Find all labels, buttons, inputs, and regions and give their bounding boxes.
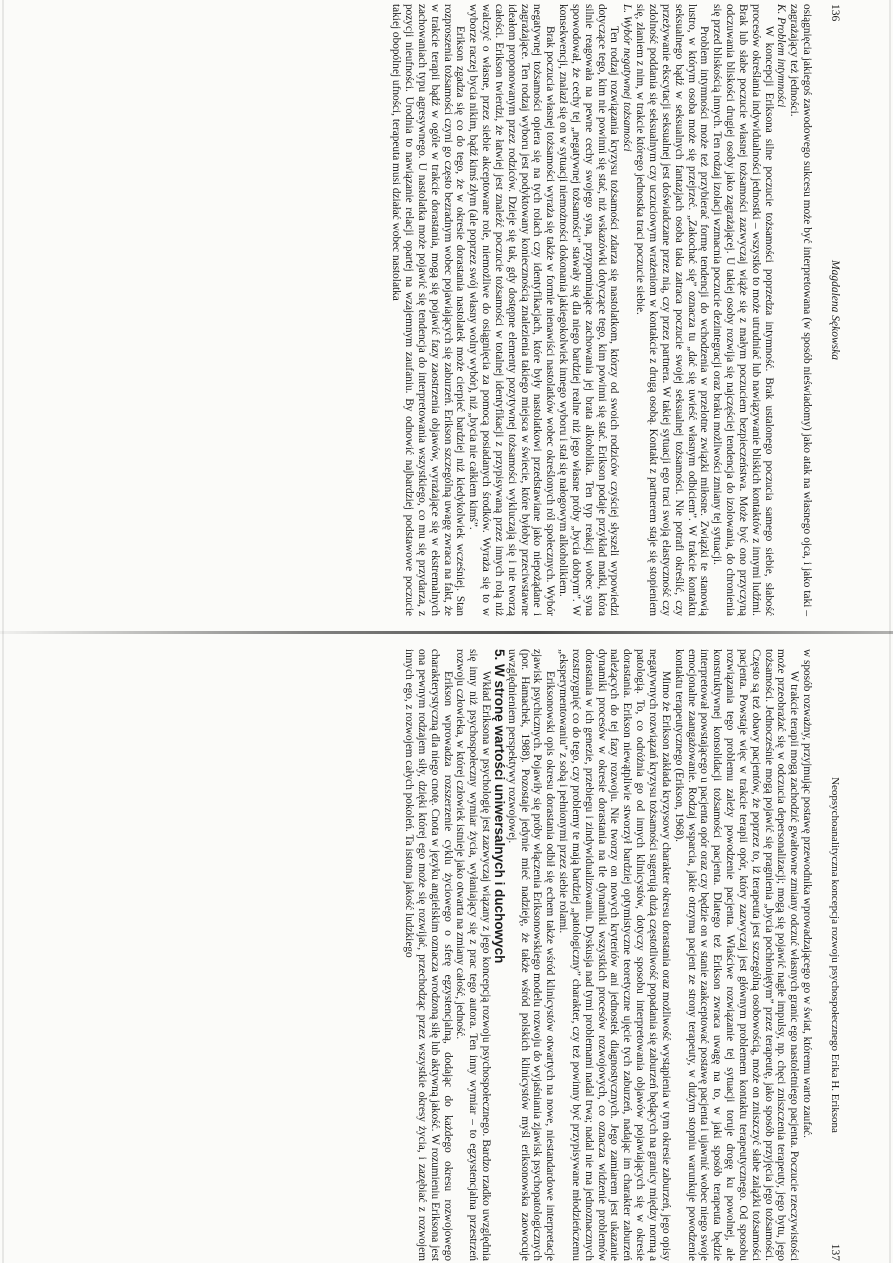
page-137 — [51, 649, 841, 1261]
paragraph: Eriksonowski opis okresu dorastania odbił się echem także wśród klinicystów otwartych na nowe, niestandardowe interpretacje zjawisk psychicznych. Pojawiły się próby włączenia Eriksonowskiego modelu rozwoju do wyjaśniania zjawisk psychopatologicznych (por. Hamachek, 1988). Pozostaje jedynie mieć nadzieję, że także wśród polskich klinicystów myśl eriksonowska zaowocuje uwzględnieniem perspektywy rozwojowej. — [505, 649, 557, 1261]
paragraph: w sposób rozważny, przyjmując postawę przewodnika wprowadzającego go w świat, któremu warto zaufać. — [801, 649, 814, 1138]
paragraph: W trakcie terapii mogą zachodzić gwałtowne zmiany odczuć własnych granic ego nastoletniego pacjenta. Poczucie rzeczywistości może przeobrażać się w odczucia depersonalizacji; mogą się pojawić nagłe impulsy, np. chęci zniszczenia terapeuty, jego bytu, jego tożsamości. Jednocześnie mogą pojawić się pragnienia „bycia pochłoniętym” przez terapeutę, jako sposób przyjęcia jego tożsamości. Często są też obawy pacjentów, że poprzez to, iż terapeuta jest szczególną osobowością, może on zniszczyć słabe zalążki tożsamości pacjenta. Powstaje więc w trakcie terapii opór, który zazwyczaj jest głównym problemem kontaktu terapeutycznego. Od sposobu rozwiązania tego problemu zależy powodzenie pacjenta. Właściwe rozwiązanie tej sytuacji toruje drogę ku powolnej, ale konstruktywnej konsolidacji tożsamości pacjenta. Dlatego też Erikson zwraca uwagę na to, w jaki sposób terapeuta będzie interpretował powstającego u pacjenta opór oraz czy będzie on w stanie zaakceptować postawę pacjenta i ujawnić wobec niego swoje emocjonalne zaangażowanie. Rodzaj wsparcia, jakie otrzyma pacjent ze strony terapeuty, w dużym stopniu warunkuje powodzenie kontaktu terapeutycznego (Erikson, 1968). — [672, 649, 801, 1261]
paragraph: Ten rodzaj rozwiązania kryzysu tożsamości zdarza się nastolatkom, którzy od swoich rodziców czyściej słyszeli wypowiedzi dotyczące tego, kim nie powinni się stać, niż wskazówki dotyczące tego, kim powinni się stać. Erikson podaje przykład matki, która silnie reagowała na pewne cechy swojego syna, przypominające zachowania jej brata alkoholika. Ten typ reakcji wobec syna spowodował, że cechy tej „negatywnej tożsamości” stawały się dla niego bardziej realne niż jego własne próby „bycia dobrym”. W konsekwencji, znalazł się on w sytuacji niemożności dokonania jakiegokolwiek innego wyboru i stał się nałogowym alkoholikiem. — [557, 4, 621, 616]
running-head-left — [828, 4, 841, 616]
book-gutter — [0, 631, 893, 634]
paragraph: Erikson wprowadza rozszerzenie cyklu życiowego o sferę egzystencjalną, dodając do każdego okresu rozwojowego charakterystyczną dla niego cnotę. Cnota w języku angielskim oznacza wrodzoną siłę lub aktywną jakość. W rozumieniu Eriksona jest ona pewnym rodzajem siły, dzięki której ego może się rozwijać, przechodząc przez wszystkie okresy życia, i zazębiać z rozwojem innych ego, z rozwojem całych pokoleń. Ta istotna jakość ludzkiego — [403, 649, 454, 1261]
paragraph: W koncepcji Eriksona silne poczucie tożsamości poprzedza intymność. Brak ustalonego poczucia samego siebie, słabość procesów określania indywidualności jednostki – wszystko to może utrudniać lub nawiązywanie bliskich kontaktów z innymi ludźmi. Brak lub słabe poczucie własnej tożsamości zazwyczaj wiąże się z małym poczuciem bezpieczeństwa. Może być ono przyczyną odczuwania bliskości drugiej osoby jako zagrażającej. U takiej osoby rozwija się najczęściej tendencja do izolowania, do chronienia się przed bliskością innych. Ten rodzaj izolacji wzmacnia poczucie dezintegracji oraz braku możliwości zmiany tej sytuacji. — [711, 4, 775, 616]
paragraph: Mimo że Erikson zakłada kryzysowy charakter okresu dorastania oraz możliwość wystąpienia w tym okresie zaburzeń, jego opisy negatywnych rozwiązań kryzysu tożsamości sugerują dużą częstotliwość popadania się zaburzeń będących na granicy między normą a patologią. To, co odróżnia go od innych klinicystów, dotyczy sposobu interpretowania objawów pojawiających się w okresie dorastania. Erikson niewątpliwie stworzył bardziej optymistyczne teoretyczne ujęcie tych zaburzeń, nadając im charakter zaburzeń należących do tej fazy rozwoju. Nie tworzy on nowych kryteriów ani jednostek diagnostycznych. Jego zamiarem jest ukazanie dynamiki procesów w okresie dorastania na tle dynamiki wszystkich procesów rozwojowych, co oznacza widzenie problemów dorastania w ich genezie, przebiegu i zindywidualizowaniu. Dyskusja nad tymi problemami nadal trwa; nadal nie ma jednoznacznych rozstrzygnięć co do tego, czy problemy te mają bardziej „patologiczny” charakter, czy też powinny być przypisywane młodzieńczemu „eksperymentowaniu” z sobą i pełnionymi przez siebie rolami. — [557, 649, 672, 1261]
paragraph: Erikson zgadza się co do tego, że w okresie dorastania nastolatek może cierpieć bardziej niż kiedykolwiek wcześniej. Stan rozproszenia tożsamości czyni go często bezradnym wobec pojawiających się zaburzeń. Erikson szczególną uwagę zwraca na fakt, że w trakcie terapii bądź w ogóle w trakcie dorastania, mogą się pojawić fazy zaostrzenia objawów, wyrażające się w ekstremalnych zachowaniach typu agresywnego. U nastolatka może pojawić się tendencja do interpretowania wszystkiego, co mu się przydarza, z pozycji nieufności. Urodnia to nawiązanie relacji opartej na wzajemnym zaufaniu. By odnowić najbardziej podstawowe poczucie takiej obopólnej ufności, terapeuta musi działać wobec nastolatka — [390, 4, 467, 616]
paragraph: osiągnięcia jakiegoś zawodowego sukcesu może być interpretowana (w sposób nieświadomy) jako atak na własnego ojca, i jako taki – zagrażający też jedności. — [788, 4, 814, 616]
section-heading-5: 5. W stronę wartości uniwersalnych i duchowych — [491, 649, 507, 964]
running-head-right — [828, 649, 841, 1261]
paragraph: Problem intymności może też przybierać formę tendencji do wchodzenia w przelotne związki miłosne. Związki te stanowią lustro, w którym osoba może się przejrzeć. „Zakochać się” oznacza tu „dać się uwieść własnym odbiciem”. W trakcie kontaktu seksualnego bądź w seksualnych fantazjach osoba taka zatraca poczucie swojej seksualnej tożsamości. Nie potrafi określić, czy przeżywanie ekscytacji seksualnej jest doświadczane przez nią, czy przez partnera. W takiej sytuacji ego traci swoją elastyczność czy zdolność poddania się seksualnym czy uczuciowym wrażeniom w kontakcie z drugą osobą. Kontakt z partnerem staje się stopieniem się, złaniem z nim, w trakcie którego jednostka traci poczucie siebie. — [634, 4, 711, 616]
paragraph: Brak poczucia własnej tożsamości wyraża się także w formie nienawiści nastolatków wobec określonych ról społecznych. Wybór negatywnej tożsamości opiera się na tych rolach czy identyfikacjach, które były nastolatkowi przedstawiane jako niepożądane i zagrażające. Ten rodzaj wyboru jest podyktowany koniecznością znalezienia takiego miejsca w świecie, które byłoby przeciwstawne ideałom proponowanym przez rodziców. Dzieje się tak, gdy dostępne elementy pozytywnej tożsamości wykluczają się i nie tworzą całości. Erikson twierdzi, że łatwiej jest znaleźć poczucie tożsamości w totalnej identyfikacji z przypisywaną przez innych rolą niż walczyć o własne, przez siebie akceptowane role, niemożliwe do osiągnięcia za pomocą posiadanych środków. Wyraża się to w wyborze raczej bycia nikim, bądź kimś złym (ale poprzez swój własny wolny wybór), niż „bycia nie całkiem kimś”. — [467, 4, 557, 616]
page-136 — [51, 4, 841, 616]
running-head-title: Neopsychoanalityczna koncepcja rozwoju psychospołecznego Erika H. Eriksona — [829, 777, 841, 1133]
running-head-author: Magdalena Sękowska — [829, 260, 841, 360]
page-number: 137 — [829, 1243, 841, 1261]
paragraph: Wkład Eriksona w psychologię jest zazwyczaj wiązany z jego koncepcją rozwoju psychospołecznego. Bardzo rzadko uwzględnia się inny niż psychospołeczny wymiar życia, wyłaniający się z prac tego autora. Ten inny wymiar – to egzystencjalna przestrzeń rozwoju człowieka, w której człowiek istnieje jako otwarta na zmiany całość, jedność. — [454, 649, 493, 1261]
section-heading-k: K. Problem intymności — [775, 4, 788, 108]
section-heading-l: L. Wybór negatywnej tożsamości — [621, 4, 634, 152]
page-number: 136 — [829, 4, 841, 22]
